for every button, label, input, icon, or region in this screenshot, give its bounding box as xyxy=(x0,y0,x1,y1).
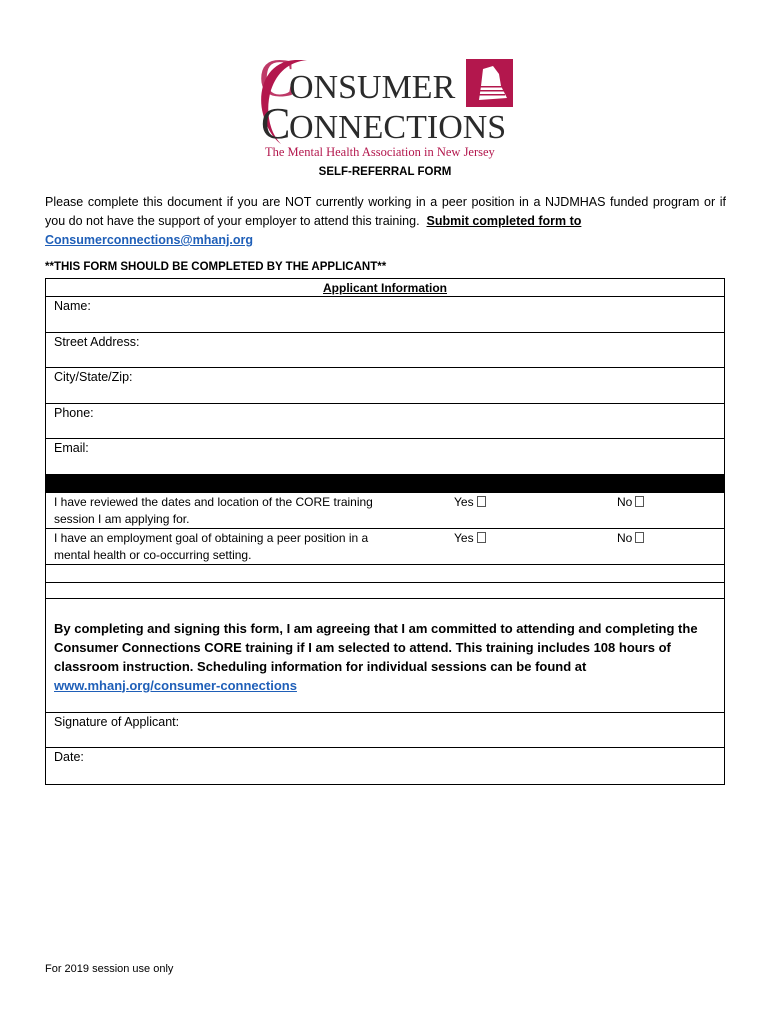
yes-option[interactable] xyxy=(454,494,486,511)
no-checkbox[interactable] xyxy=(635,496,644,507)
logo-c2: C xyxy=(261,99,291,148)
no-label: No xyxy=(617,530,633,545)
yes-option[interactable] xyxy=(454,530,486,547)
yes-checkbox[interactable] xyxy=(477,496,486,507)
question-row xyxy=(46,529,724,565)
yes-checkbox[interactable] xyxy=(477,532,486,543)
schedule-link[interactable]: www.mhanj.org/consumer-connections xyxy=(54,677,297,693)
section-divider xyxy=(46,475,724,493)
logo-line2: ONNECTIONS xyxy=(289,109,507,146)
agreement-section xyxy=(46,599,724,713)
question-text: I have an employment goal of obtaining a peer position in a mental health or co-occurring setting. xyxy=(54,530,369,562)
date-field[interactable]: Date: xyxy=(54,750,84,764)
name-field[interactable]: Name: xyxy=(46,297,724,333)
city-state-zip-field[interactable]: City/State/Zip: xyxy=(46,368,724,404)
submit-email-link[interactable]: Consumerconnections@mhanj.org xyxy=(45,233,254,247)
question-row xyxy=(46,493,724,529)
yes-label: Yes xyxy=(454,494,474,509)
no-option[interactable] xyxy=(617,494,644,511)
applicant-notice: **THIS FORM SHOULD BE COMPLETED BY THE APPLICANT** xyxy=(45,261,387,273)
logo-tagline: The Mental Health Association in New Jersey xyxy=(265,145,495,159)
applicant-table xyxy=(45,278,725,785)
logo-line1: ONSUMER xyxy=(289,69,456,106)
no-checkbox[interactable] xyxy=(635,532,644,543)
question-text: I have reviewed the dates and location of the CORE training session I am applying for. xyxy=(54,494,373,526)
signature-field[interactable]: Signature of Applicant: xyxy=(46,713,724,749)
intro-paragraph xyxy=(45,193,726,250)
empty-row xyxy=(46,565,724,583)
yes-label: Yes xyxy=(454,530,474,545)
consumer-connections-logo xyxy=(255,52,517,160)
footer-note: For 2019 session use only xyxy=(45,963,174,975)
logo-emblem xyxy=(466,59,513,107)
form-title: SELF-REFERRAL FORM xyxy=(318,166,452,178)
no-label: No xyxy=(617,494,633,509)
table-header: Applicant Information xyxy=(46,279,724,297)
empty-row xyxy=(46,583,724,599)
logo-c1: C xyxy=(259,52,296,108)
phone-field[interactable]: Phone: xyxy=(46,404,724,440)
no-option[interactable] xyxy=(617,530,644,547)
submit-instruction: Submit completed form to xyxy=(426,214,582,228)
intro-text: Please complete this document if you are NOT currently working in a peer position in a NJDMHAS funded program or if you do not have the support of your employer to attend this training. xyxy=(45,195,726,228)
agreement-text: By completing and signing this form, I am agreeing that I am committed to attending and completing the Consumer Connections CORE training if I am selected to attend. This training includes 108 hours of classroom instruction. Scheduling information for individual sessions can be found at xyxy=(54,620,698,674)
street-address-field[interactable]: Street Address: xyxy=(46,333,724,369)
email-field[interactable]: Email: xyxy=(46,439,724,475)
